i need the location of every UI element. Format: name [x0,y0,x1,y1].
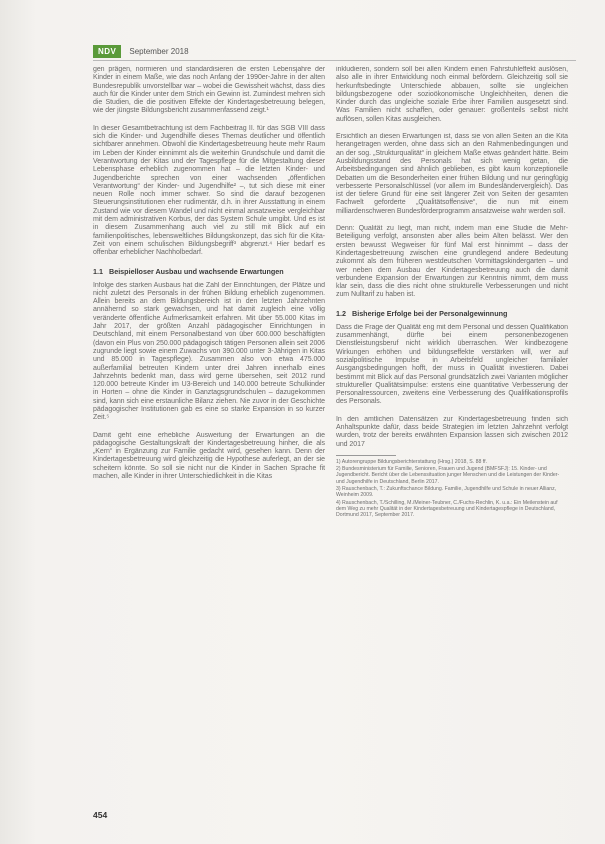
issue-date: September 2018 [129,46,189,56]
header-divider [93,60,576,61]
section-title: Bisherige Erfolge bei der Personalgewinnung [352,308,508,318]
paragraph: gen prägen, normieren und standardisieren die ersten Lebensjahre der Kinder in einem Maße, wie das noch Anfang der 1990er-Jahre in der alten Bundesrepublik unvorstellbar war – wobei die Gewissheit wächst, dass dies auch für die Kinder unter dem Strich ein Gewinn ist. Zumindest mehren sich die Studien, die die positiven Effekte der Kindertagesbetreuung belegen, wie der jüngste Bildungsbericht zusammenfassend zeigt.¹ [93,66,325,115]
paragraph: Infolge des starken Ausbaus hat die Zahl der Einrichtungen, der Plätze und nicht zuletzt des Personals in der frühen Bildung erheblich zugenommen. Allein bereits an dem Bildungsbereich ist in den letzten Jahrzehnten annähernd so stark gewachsen, und hat damit zugleich eine völlig veränderte öffentliche Aufmerksamkeit erfahren. Mit über 55.000 Kitas im Jahr 2017, der größten Anzahl pädagogischer Einrichtungen in Deutschland, mit einem Personalbestand von über 600.000 beschäftigten (davon ein Plus von 250.000 pädagogisch tätigen Personen allein seit 2006 zugrunde liegt sowie einem Zuwachs von 390.000 unter 3-Jährigen in Kitas und 85.000 in Tagespflege). Zusammen also von etwa 475.000 außerfamilial betreuten Kindern unter drei Jahren innerhalb eines Jahrzehnts bedenkt man, dass wird gerne übersehen, seit 2012 rund 120.000 betreute Kinder im U3-Bereich und 140.000 betreute Schulkinder in Horten – ohne die Kinder in Ganztagsgrundschulen – dazugekommen sind, kann sich eine erstaunliche Bilanz ziehen. Nie zuvor in der Geschichte pädagogischer Institutionen gab es eine so starke Expansion in so kurzer Zeit.⁵ [93,281,325,422]
paragraph: In dieser Gesamtbetrachtung ist dem Fachbeitrag II. für das SGB VIII dass sich die Kinder- und Jugendhilfe dieses Themas deutlicher und öffentlich sichtbarer annehmen. Obwohl die Kindertagesbetreuung heute mehr Raum im Leben der Kinder einnimmt als die weiterhin Grundschule und damit die Verantwortung der Kitas und der Tagespflege für die Mitgestaltung dieser Lebensphase erheblich zugenommen hat – die letzten Kinder- und Jugendberichte sprechen von einer wachsenden „öffentlichen Verantwortung“ der Kinder- und Jugendhilfe² –, tut sich diese mit einer neuen Rolle noch immer schwer. So sind die darauf bezogenen Steuerungsinstitutionen eher rudimentär, d.h. in ihrer Ausstattung in einem Zustand wie vor diesem Wandel und nicht einmal ansatzweise vergleichbar mit dem administrativen Korbus, der das System Schule umgibt. Und es ist in diesem Zusammenhang auch viel zu still mit Blick auf ein familienpolitisches, lebensweltliches Bildungskonzept, das sich für die Kita-Zeit von einem schulischen Bildungsbegriff³ abgrenzt.⁴ Hier bedarf es offenbar erheblicher Nachholbedarf. [93,124,325,257]
footnote: 3) Rauschenbach, T.: Zukunftschance Bildung. Familie, Jugendhilfe und Schule in neuer Allianz, Weinheim 2009. [336,486,557,499]
right-column [336,66,568,520]
paragraph: Denn: Qualität zu liegt, man nicht, indem man eine Studie die Mehr-Beteiligung verfolgt, ansonsten aber alles beim Alten belässt. Wer den ersten bewusst Wegweiser für fünf Mal erst hinnimmt – dass der Kindertagesbetreuung zwischen eine grundlegend andere Bedeutung zukommt als dem früheren westdeutschen Vormittagskindergarten – und wer neben dem Ausbau der Kindertagesbetreuung auch die damit verbundene Expansion der Erwartungen zur Kenntnis nimmt, dem muss klar sein, dass die dies nicht ohne strukturelle Verbesserungen und nicht zum Nulltarif zu haben ist. [336,225,568,299]
footnotes [336,459,568,519]
paragraph: In den amtlichen Datensätzen zur Kindertagesbetreuung finden sich Anhaltspunkte dafür, dass beide Strategien im letzten Jahrzehnt verfolgt wurden, trotz der bereits erwähnten Expansion lassen sich zwischen 2012 und 2017 [336,415,568,448]
section-heading [336,309,568,318]
footnote: 4) Rauschenbach, T./Schilling, M./Meiner-Teubner, C./Fuchs-Rechlin, K. u.a.: Ein Meilenstein auf dem Weg zu mehr Qualität in der Kindertagesbetreuung und Kindertagespflege in Deutschland, Dortmund 2017, September 2017. [336,499,558,519]
footnote-divider [336,455,396,456]
paragraph: Dass die Frage der Qualität eng mit dem Personal und dessen Qualifikation zusammenhängt, dürfte bei einem personenbezogenen Dienstleistungsberuf nicht wirklich überraschen. Wer kindbezogene Wirkungen erhöhen und bildungseffekte verstärken will, wer auf sozialpolitische Impulse in Arbeitsfeld ungleicher familialer Ausgangsbedingungen hofft, der muss in Qualität investieren. Dabei bestimmt mit Blick auf das Personal grundsätzlich zwei Varianten möglicher struktureller Qualitätsimpulse: erstens eine quantitative Verbesserung der Personalressourcen, zweitens eine Verbesserung des Qualifikationsprofils des Personals. [336,323,568,406]
left-column [93,66,325,481]
page-number: 454 [93,810,108,820]
footnote: 2) Bundesministerium für Familie, Senioren, Frauen und Jugend (BMFSFJ): 15. Kinder- und Jugendbericht. Bericht über die Lebenssituation junger Menschen und die Leistungen der Kinder- und Jugendhilfe in Deutschland, Berlin 2017. [336,466,560,485]
footnote: 1) Autorengruppe Bildungsberichterstattung (Hrsg.) 2018, S. 88 ff. [336,458,488,465]
page-header [93,44,573,58]
paragraph: Damit geht eine erhebliche Ausweitung der Erwartungen an die pädagogische Gestaltungskraft der Kindertagesbetreuung hinher, die als „Kern“ in Ergänzung zur Familie gedacht wird, gesehen kann. Denn der Kindertagesbetreuung wird gleichzeitig die Hypothese auferlegt, an der sie scheitern könnte. So soll sie nicht nur die Kinder in Sachen Sprache fit machen, alle Kinder in ihrer Unterschiedlichkeit in die Kitas [93,431,325,481]
paragraph: Ersichtlich an diesen Erwartungen ist, dass sie von allen Seiten an die Kita herangetragen werden, ohne dass sich an den Rahmenbedingungen und an der sog. „Strukturqualität“ in gleichem Maße etwas geändert hätte. Beim Ausbildungsstand des Personals hat sich wenig getan, die Arbeitsbedingungen sind ähnlich geblieben, es gibt kaum konzeptionelle Debatten um die Besonderheiten einer frühen Bildung und nur geringfügig verbesserte Personalschlüssel (vor allem im Bundesländervergleich). Das ist der tiefere Grund für eine seit längerer Zeit von Seiten der gesamten Fachwelt geforderte „Qualitätsoffensive“, die nun mit einem milliardenschweren Bundesförderprogramm ansatzweise wahr werden soll. [336,133,568,215]
journal-badge: NDV [93,45,121,58]
paragraph: inkludieren, sondern soll bei allen Kindern einen Fahrstuhleffekt auslösen, also alle in ihrer Entwicklung noch einmal befördern. Gleichzeitig soll sie herkunftsbedingte Unterschiede abbauen, sollte sie ungleichen bildungsbezogene oder sozioökonomische Ungleichheiten, denen die Kinder durch das ungleiche soziale Erbe ihrer Familien ausgesetzt sind. Was Familien nicht schaffen, oder genauer: großenteils selbst nicht auflösen, sollen Kitas ausgleichen. [336,66,568,123]
section-number: 1.2 [336,308,346,318]
section-title: Beispielloser Ausbau und wachsende Erwartungen [109,266,284,276]
section-heading [93,267,325,276]
section-number: 1.1 [93,266,103,276]
